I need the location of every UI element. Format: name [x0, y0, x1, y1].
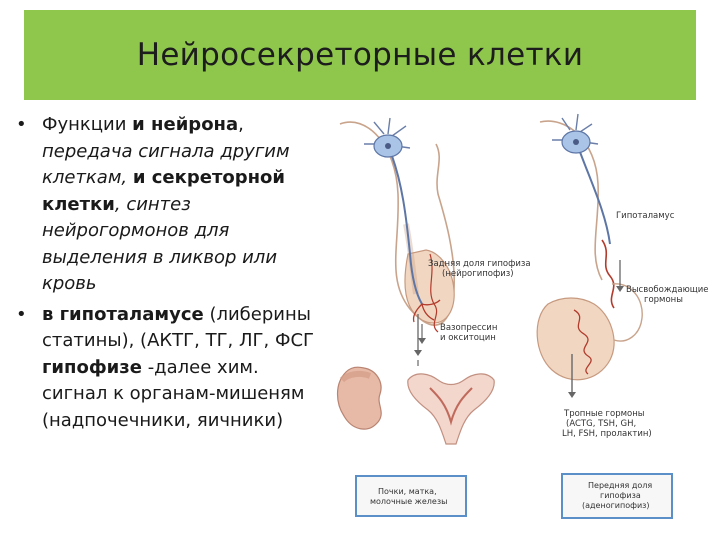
label-vaso-1: Вазопрессин — [440, 323, 498, 333]
anterior-pituitary-figure — [537, 114, 708, 439]
label-hypothalamus: Гипоталамус — [616, 211, 675, 221]
bullet1-line6: выделения в ликвор или — [42, 246, 278, 268]
arrowhead-releasing — [616, 286, 624, 292]
box-target-organs — [356, 476, 466, 516]
bullet1-line7: кровь — [42, 273, 97, 294]
box-anterior-lobe — [562, 474, 672, 518]
text-fragment: -далее хим. — [141, 356, 259, 378]
text-fragment: в гипоталамусе — [42, 303, 204, 325]
bullet2-line2: статины), (АКТГ, ТГ, ЛГ, ФСГ — [42, 330, 314, 351]
text-fragment: , синтез — [114, 193, 191, 215]
bullet1-line3 — [42, 165, 322, 192]
bullet2-line4: сигнал к органам-мишеням — [42, 383, 305, 404]
bullet1-line4 — [42, 192, 322, 219]
box-left-line1: Почки, матка, — [378, 487, 437, 496]
bullet1-line1 — [42, 112, 322, 139]
uterus-figure — [408, 374, 494, 444]
bullet1-line5: нейрогормонов для — [42, 220, 230, 241]
bullet1-line2: передача сигнала другим — [42, 140, 290, 162]
bullet-functions — [14, 112, 322, 298]
bullet2-line5: (надпочечники, яичники) — [42, 409, 284, 431]
label-tropic-2: (ACTG, TSH, GH, — [566, 419, 637, 429]
label-releasing-1: Высвобождающие — [626, 285, 709, 295]
portal-vessel — [602, 240, 614, 308]
label-posterior-1: Задняя доля гипофиза — [428, 259, 531, 269]
label-posterior-2: (нейрогипофиз) — [442, 269, 514, 279]
title-bar — [24, 10, 696, 100]
box-right-line1: Передняя доля — [588, 481, 653, 490]
bullet2-line1 — [42, 302, 322, 329]
posterior-pituitary-figure — [340, 118, 531, 366]
label-tropic-3: LH, FSH, пролактин) — [562, 429, 652, 439]
box-right-line2: гипофиза — [600, 491, 641, 500]
bullet-hypothalamus — [14, 302, 322, 435]
label-releasing-2: гормоны — [644, 295, 683, 305]
pituitary-diagram — [326, 104, 720, 540]
bullet2-line3 — [42, 355, 322, 382]
text-fragment: (либерины — [203, 303, 311, 325]
text-fragment: клетки — [42, 193, 115, 215]
bullet-marker: • — [16, 303, 27, 325]
text-fragment: и секреторной — [132, 167, 286, 188]
arrowhead-tropic — [568, 392, 576, 398]
box-right-line3: (аденогипофиз) — [582, 501, 650, 510]
bullet-marker: • — [16, 114, 27, 135]
neuron-right — [552, 114, 610, 244]
label-tropic-1: Тропные гормоны — [564, 409, 645, 419]
text-fragment: Функции — [42, 114, 133, 135]
pituitary-illustration — [326, 104, 720, 540]
text-fragment: гипофизе — [42, 356, 142, 378]
text-fragment: , — [238, 114, 244, 135]
text-fragment: клеткам, — [42, 167, 133, 188]
box-left-line2: молочные железы — [370, 497, 448, 506]
label-vaso-2: и окситоцин — [440, 333, 496, 343]
page-title: Нейросекреторные клетки — [136, 37, 584, 73]
arrowhead-vaso-down — [414, 350, 422, 356]
text-column — [14, 112, 322, 532]
kidney-figure — [338, 367, 382, 429]
arrowhead-vaso — [418, 338, 426, 344]
text-fragment: и нейрона — [132, 114, 239, 135]
